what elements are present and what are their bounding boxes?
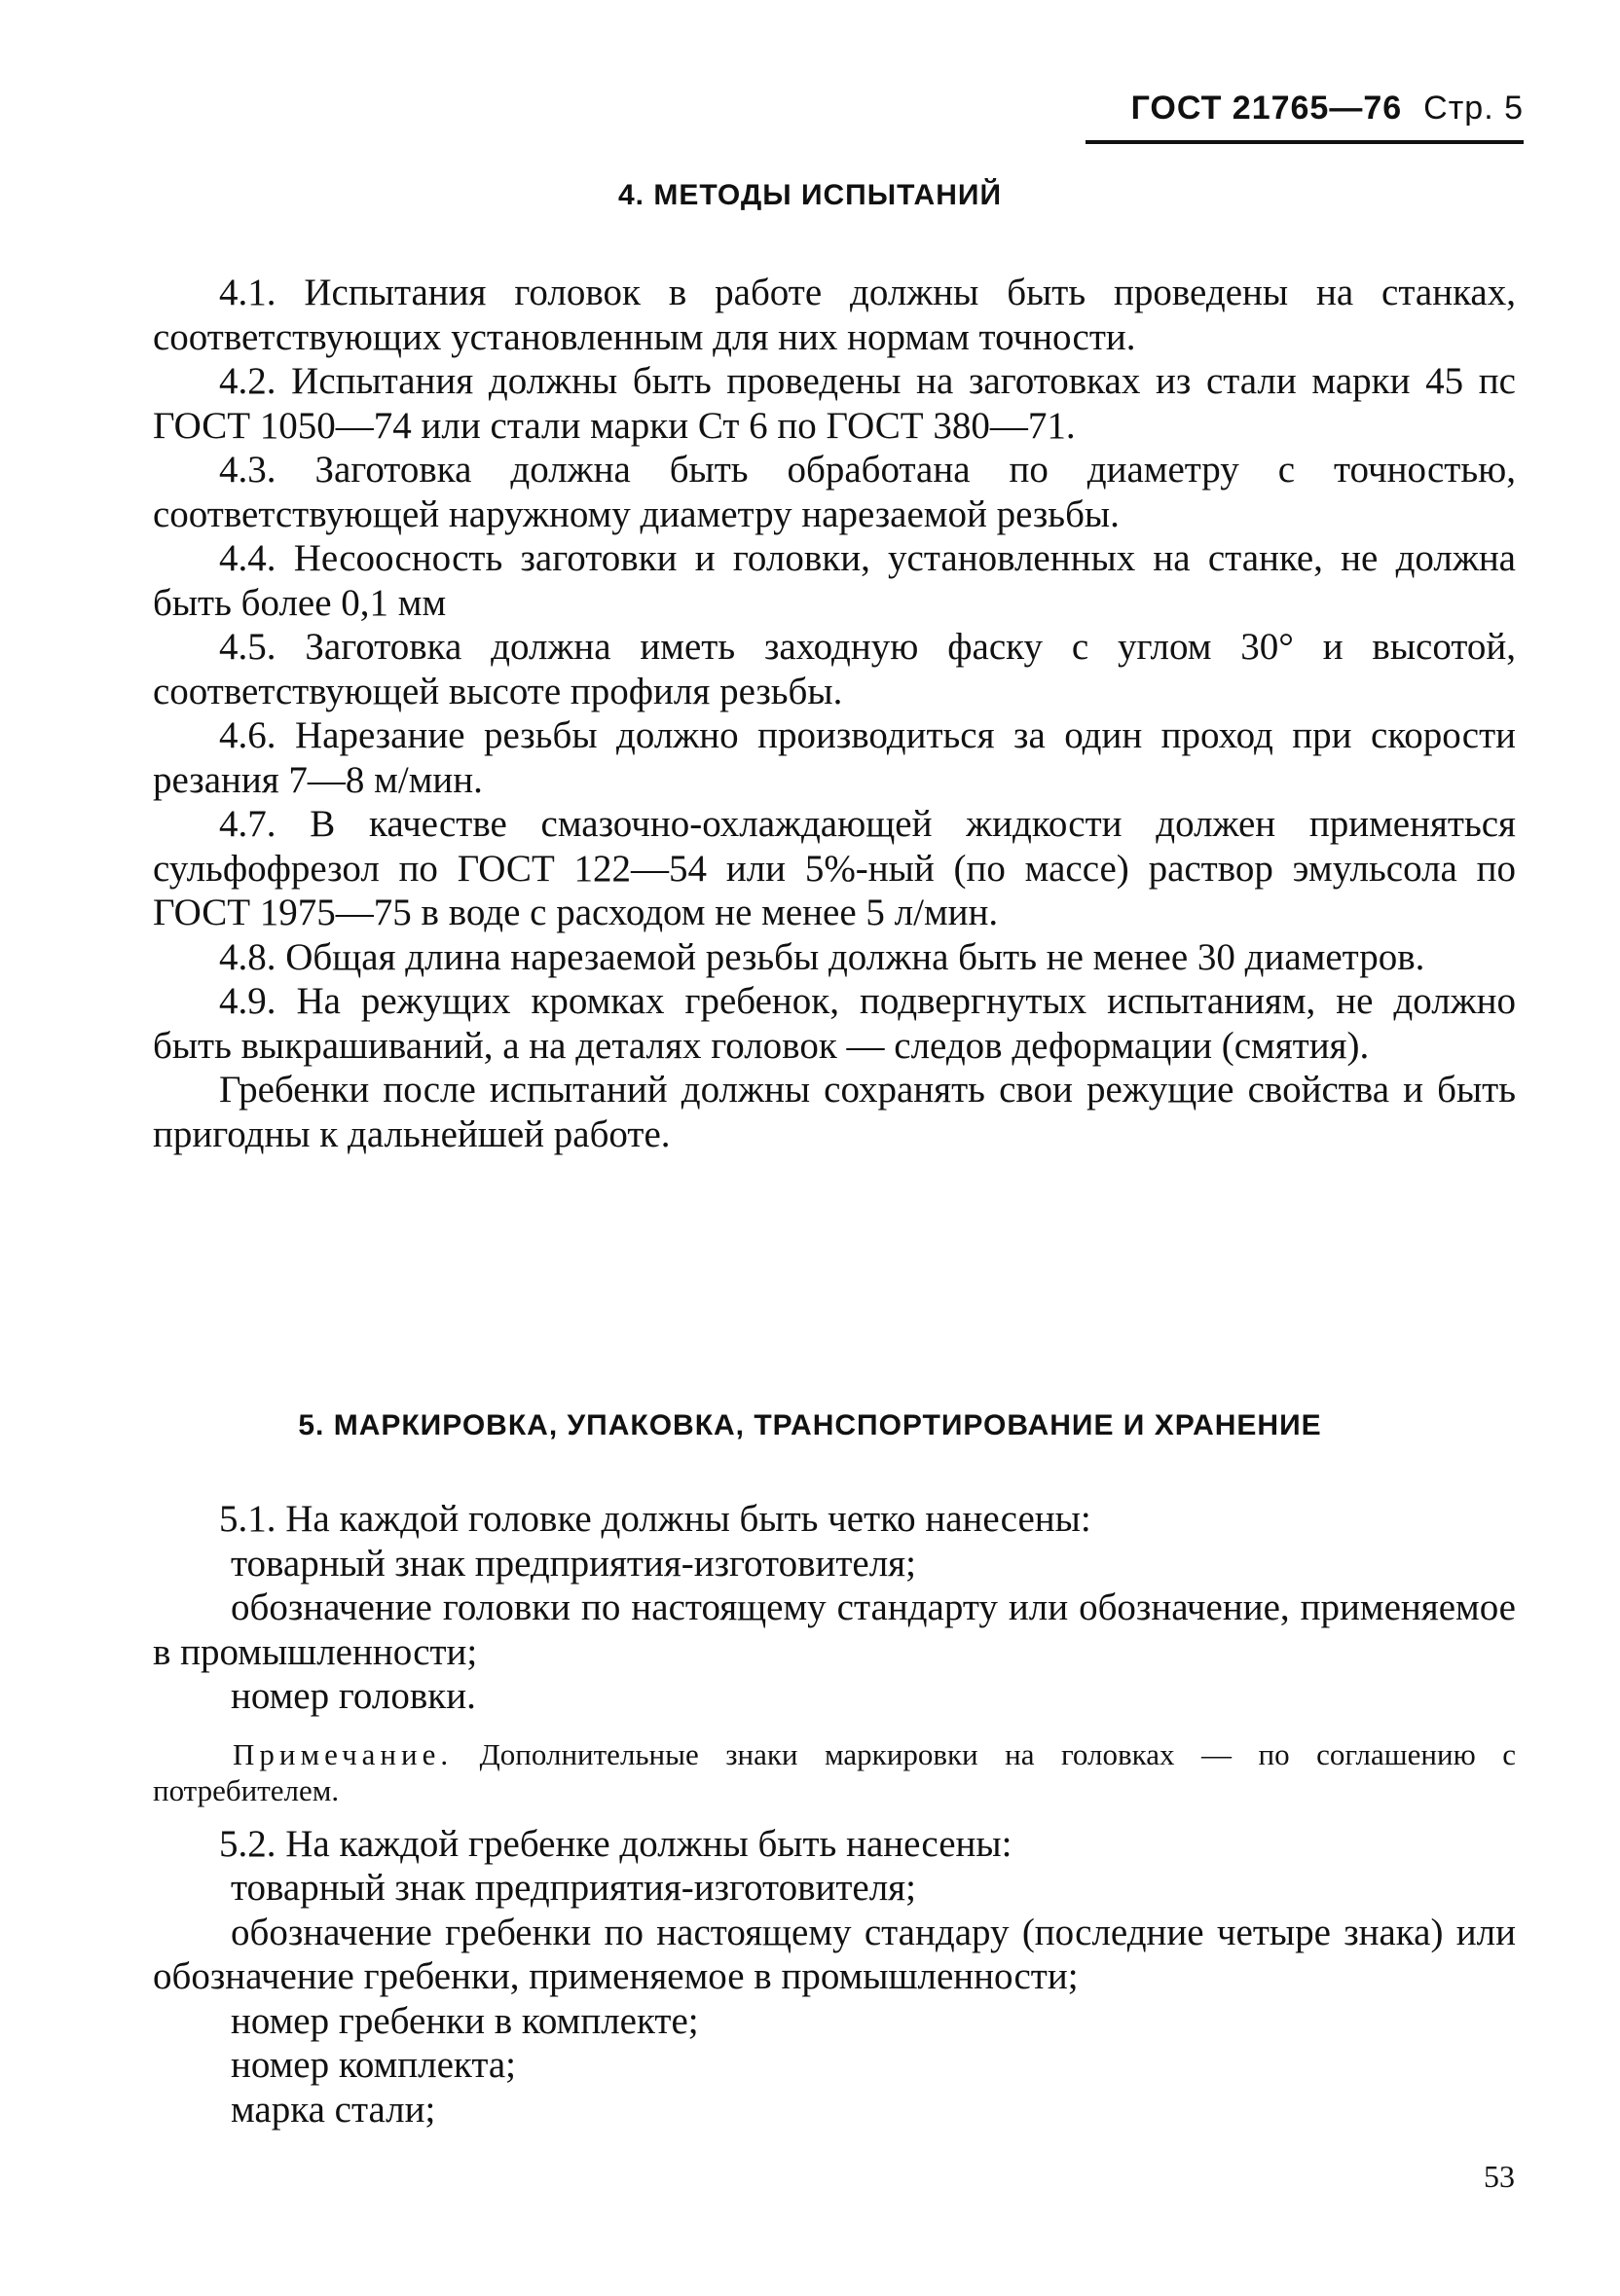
list-item: обозначение головки по настоящему стандарту или обозначение, применяемое в промышленности;	[153, 1586, 1516, 1673]
paragraph-4-5: 4.5. Заготовка должна иметь заходную фаску с углом 30° и высотой, соответствующей высоте профиля резьбы.	[153, 626, 1516, 712]
paragraph-4-8: 4.8. Общая длина нарезаемой резьбы должна быть не менее 30 диаметров.	[219, 935, 1425, 978]
page-header	[1032, 90, 1524, 128]
paragraph-4-9-continued: Гребенки после испытаний должны сохранять свои режущие свойства и быть пригодны к дальнейшей работе.	[153, 1069, 1516, 1155]
paragraph-5-2: 5.2. На каждой гребенке должны быть нанесены:	[219, 1822, 1012, 1865]
paragraph-4-4: 4.4. Несоосность заготовки и головки, установленных на станке, не должна быть более 0,1 мм	[153, 537, 1516, 624]
section-5-body	[153, 1497, 1516, 2132]
paragraph-4-3: 4.3. Заготовка должна быть обработана по диаметру с точностью, соответствующей наружному диаметру нарезаемой резьбы.	[153, 449, 1516, 535]
header-rule	[1086, 140, 1524, 144]
section-4-title: 4. МЕТОДЫ ИСПЫТАНИЙ	[618, 179, 1002, 211]
note-text: Дополнительные знаки маркировки на головках — по соглашению с потребителем.	[153, 1736, 1517, 1807]
list-item: товарный знак предприятия-изготовителя;	[231, 1867, 916, 1909]
page-number: 53	[1484, 2159, 1515, 2194]
paragraph-4-9: 4.9. На режущих кромках гребенок, подвергнутых испытаниям, не должно быть выкрашиваний, а на деталях головок — следов деформации (смятия).	[153, 980, 1516, 1067]
paragraph-4-7: 4.7. В качестве смазочно-охлаждающей жидкости должен применяться сульфофрезол по ГОСТ 122—54 или 5%-ный (по массе) раствор эмульсола по ГОСТ 1975—75 в воде с расходом не менее 5 л/мин.	[153, 803, 1516, 933]
section-4-body	[153, 271, 1516, 1156]
paragraph-5-1: 5.1. На каждой головке должны быть четко нанесены:	[219, 1498, 1091, 1540]
paragraph-4-2: 4.2. Испытания должны быть проведены на заготовках из стали марки 45 пс ГОСТ 1050—74 или стали марки Ст 6 по ГОСТ 380—71.	[153, 360, 1516, 447]
list-item: номер комплекта;	[231, 2044, 517, 2086]
paragraph-4-6: 4.6. Нарезание резьбы должно производиться за один проход при скорости резания 7—8 м/мин.	[153, 714, 1516, 801]
list-item: номер головки.	[231, 1675, 476, 1717]
list-item: обозначение гребенки по настоящему стандару (последние четыре знака) или обозначение гребенки, применяемое в промышленности;	[153, 1911, 1516, 1997]
paragraph-4-1: 4.1. Испытания головок в работе должны быть проведены на станках, соответствующих установленным для них нормам точности.	[153, 272, 1516, 358]
list-item: марка стали;	[231, 2088, 436, 2131]
standard-number: ГОСТ 21765—76	[1130, 90, 1403, 127]
section-5-title: 5. МАРКИРОВКА, УПАКОВКА, ТРАНСПОРТИРОВАНИЕ И ХРАНЕНИЕ	[298, 1409, 1322, 1441]
list-item: товарный знак предприятия-изготовителя;	[231, 1542, 916, 1585]
note-label: Примечание.	[233, 1736, 454, 1771]
note	[153, 1736, 1516, 1808]
header-page-label: Стр. 5	[1423, 90, 1524, 127]
list-item: номер гребенки в комплекте;	[231, 1999, 699, 2042]
